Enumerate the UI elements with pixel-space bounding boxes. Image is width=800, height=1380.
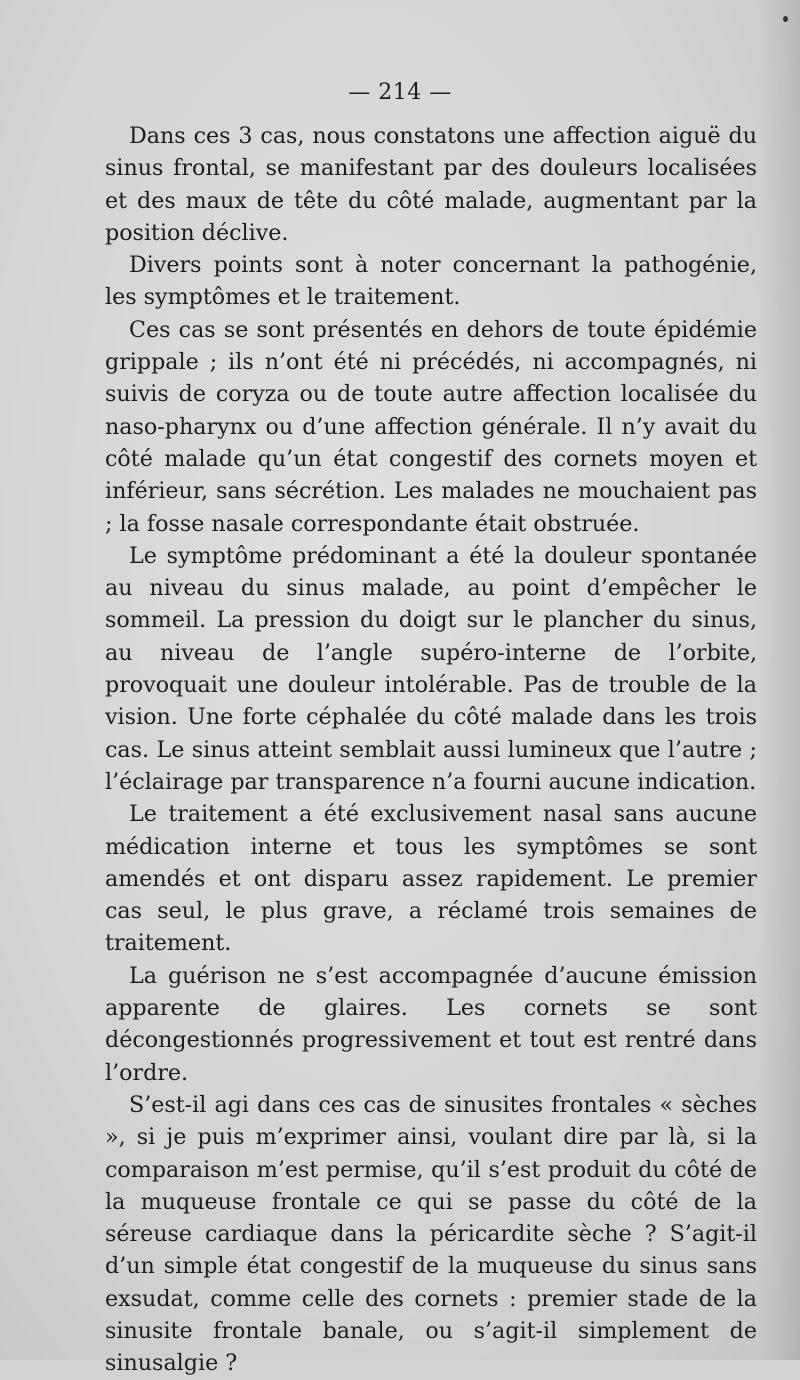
ink-speck	[783, 16, 788, 22]
body-text	[105, 120, 757, 1380]
paragraph: Dans ces 3 cas, nous constatons une affection aiguë du sinus frontal, se manifestant par des douleurs localisées et des maux de tête du côté malade, augmentant par la position déclive.	[105, 123, 757, 246]
paragraph: La guérison ne s’est accompagnée d’aucune émission apparente de glaires. Les cornets se sont décongestionnés progressivement et tout est rentré dans l’ordre.	[105, 962, 757, 1086]
paragraph: S’est-il agi dans ces cas de sinusites frontales « sèches », si je puis m’exprimer ainsi, voulant dire par là, si la comparaison m’est permise, qu’il s’est produit du côté de la muqueuse frontale ce qui se passe du côté de la séreuse cardiaque dans la péricardite sèche ? S’agit-il d’un simple état congestif de la muqueuse du sinus sans exsudat, comme celle des cornets : premier stade de la sinusite frontale banale, ou s’agit-il simplement de sinusalgie ?	[105, 1091, 757, 1377]
paragraph: Le traitement a été exclusivement nasal sans aucune médication interne et tous les symptômes se sont amendés et ont disparu assez rapidement. Le premier cas seul, le plus grave, a réclamé trois semaines de traitement.	[105, 801, 757, 957]
page-edge-shadow	[760, 0, 800, 1360]
page-number: — 214 —	[348, 80, 452, 105]
paragraph: Ces cas se sont présentés en dehors de toute épidémie grippale ; ils n’ont été ni précédés, ni accompagnés, ni suivis de coryza ou de toute autre affection localisée du naso-pharynx ou d’une affection générale. Il n’y avait du côté malade qu’un état congestif des cornets moyen et inférieur, sans sécrétion. Les malades ne mouchaient pas ; la fosse nasale correspondante était obstruée.	[105, 316, 757, 537]
paragraph: Divers points sont à noter concernant la pathogénie, les symptômes et le traitement.	[105, 252, 757, 311]
paragraph: Le symptôme prédominant a été la douleur spontanée au niveau du sinus malade, au point d’empêcher le sommeil. La pression du doigt sur le plancher du sinus, au niveau de l’angle supéro-interne de l’orbite, provoquait une douleur intolérable. Pas de trouble de la vision. Une forte céphalée du côté malade dans les trois cas. Le sinus atteint semblait aussi lumineux que l’autre ; l’éclairage par transparence n’a fourni aucune indication.	[105, 542, 757, 795]
